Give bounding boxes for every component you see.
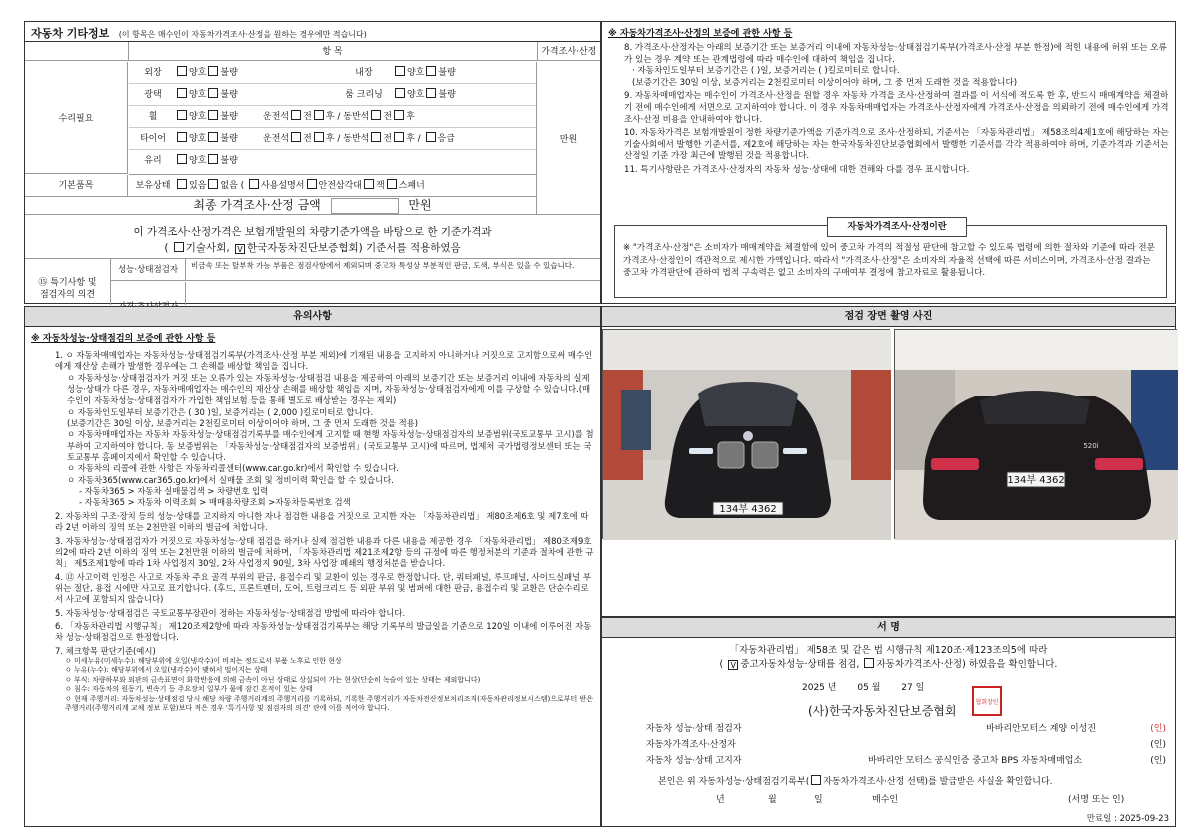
association-seal: 협회장인 xyxy=(972,686,1002,716)
divider xyxy=(536,62,537,214)
glass-good-checkbox[interactable] xyxy=(177,154,187,164)
repair-rows xyxy=(129,62,536,172)
row-exterior xyxy=(129,62,536,84)
price-row xyxy=(111,282,600,305)
good-label: 양호 xyxy=(407,90,425,100)
wheel-passenger-front-checkbox[interactable] xyxy=(371,110,381,120)
manual-checkbox[interactable] xyxy=(249,179,259,189)
front-photo xyxy=(602,329,890,539)
none-checkbox[interactable] xyxy=(208,179,218,189)
inspector-seal: (인) xyxy=(1150,724,1166,734)
interior-bad-checkbox[interactable] xyxy=(426,66,436,76)
rear-car-image xyxy=(895,330,1178,540)
clause-8: 8. 가격조사·산정자는 아래의 보증기간 또는 보증거리 이내에 자동차성능·상태점검기록부(가격조사·산정 부분 한정)에 적힌 내용에 허위 또는 오류가 있는 경우 계약 또는 관계법령에 따라 매수인에 대하여 책임을 집니다. xyxy=(624,43,1167,65)
tire-bad-checkbox[interactable] xyxy=(208,132,218,142)
room-clean-label: 룸 크리닝 xyxy=(345,90,383,100)
repair-label: 수리필요 xyxy=(58,114,94,124)
signature-panel xyxy=(601,617,1176,827)
basis-opt1-checkbox[interactable] xyxy=(174,242,184,252)
note-1-c: ㅇ 자동차인도일부터 보증기간은 ( 30 )일, 보증거리는 ( 2,000 )킬로미터로 합니다. xyxy=(67,406,374,417)
row-wheel: 휠 양호 불량 운전석 전 후 / 동반석 전 후 xyxy=(129,106,536,128)
final-price-input[interactable] xyxy=(331,198,399,214)
note-1-g: ㅇ 자동차365(www.car365.go.kr)에서 실매물 조회 및 정비이력 확인을 할 수 있습니다. xyxy=(67,474,394,485)
front-car-image xyxy=(603,330,891,540)
notes-list xyxy=(31,350,594,714)
emergency-label: 응급 xyxy=(437,134,455,144)
photos-header: 점검 장면 촬영 사진 xyxy=(602,307,1175,327)
signature-date xyxy=(802,680,924,693)
basis-line1: 이 가격조사·산정가격은 보험개발원의 차량기준가액을 바탕으로 한 기준가격과 xyxy=(133,226,492,238)
row-gloss xyxy=(129,84,536,106)
exterior-label: 외장 xyxy=(144,68,162,78)
possess-label: 보유상태 xyxy=(135,181,171,191)
bad-label: 불량 xyxy=(220,68,238,78)
gloss-bad-checkbox[interactable] xyxy=(208,88,218,98)
wheel-bad-checkbox[interactable] xyxy=(208,110,218,120)
final-price-line xyxy=(25,196,600,214)
basis-text xyxy=(25,224,600,256)
final-price-unit: 만원 xyxy=(408,198,432,212)
price-assessor-row-label: 자동차가격조사·산정자 xyxy=(646,740,736,750)
signer-row-inspector xyxy=(646,722,1166,738)
day-unit: 일 xyxy=(915,683,925,693)
buyer-year-unit: 년 xyxy=(716,795,725,805)
signature-header: 서 명 xyxy=(602,618,1175,638)
note-6: 6. 「자동차관리법 시행규칙」 제120조제2항에 따라 자동차성능·상태점검기록부는 해당 기록부의 발급일을 기준으로 120일 이내에 이루어진 자동차 성능·상태점검으로 한정합니다. xyxy=(55,620,592,643)
manual-label: 사용설명서 xyxy=(261,181,305,191)
note-1-f: ㅇ 자동차의 리콜에 관한 사항은 자동차리콜센터(www.car.go.kr)에서 확인할 수 있습니다. xyxy=(67,463,399,474)
have-label: 있음 xyxy=(189,181,207,191)
repair-label-cell xyxy=(25,62,128,174)
note-4: 4. ⑫ 사고이력 인정은 사고로 자동차 주요 골격 부위의 판금, 용접수리 및 교환이 있는 경우로 한정합니다. 단, 쿼터패널, 루프패널, 사이드실패널 부위는 절단, 용접 시에만 사고로 표기합니다. (후드, 프론트펜더, 도어, 트렁크리드 등 외판 부위 및 범퍼에 대한 판금, 용접수리 및 교환은 단순수리로서 사고에 포함되지 않습니다) xyxy=(55,571,591,605)
note-1-d: (보증기간은 30일 이상, 보증거리는 2천킬로미터 이상이어야 하며, 그 중 먼저 도래한 것을 적용) xyxy=(67,418,419,429)
clause-8-note: (보증기간은 30일 이상, 보증거리는 2천킬로미터 이상이어야 하며, 그 중 먼저 도래한 것을 적용합니다) xyxy=(632,77,1018,88)
note-1-a: 1. ㅇ 자동차매매업자는 자동차성능·상태점검기록부(가격조사·산정 부분 제외)에 기재된 내용을 고지하지 아니하거나 거짓으로 고지함으로써 매수인에게 재산상 손해가 발생한 경우에는 그 손해를 배상할 책임을 집니다. xyxy=(55,350,593,372)
signature-statement xyxy=(602,644,1175,672)
receipt-price-checkbox[interactable] xyxy=(811,775,821,785)
room-good-checkbox[interactable] xyxy=(395,88,405,98)
price-unit: 만원 xyxy=(559,134,578,145)
price-definition-text: ※ "가격조사·산정"은 소비자가 매매계약을 체결함에 있어 중고차 가격의 적절성 판단에 참고할 수 있도록 법령에 의한 절차와 기준에 따라 전문 가격조사·산정인이 객관적으로 제시한 가액입니다. 따라서 "가격조사·산정"은 소비자의 자율적 선택에 따른 서비스이며, 가격조사·산정 결과는 중고차 가격판단에 관하여 법적 구속력은 없고 소비자의 구매여부 결정에 참고자료로 활용됩니다. xyxy=(623,243,1155,278)
price-guarantee-panel xyxy=(601,21,1176,304)
jack-label: 잭 xyxy=(375,181,385,191)
special-label-1: ⑮ 특기사항 및 xyxy=(38,278,97,288)
note-7-b: ㅇ 누유(누수): 해당부위에서 오일(냉각수)이 맺혀서 떨어지는 상태 xyxy=(65,666,268,675)
buyer-sign: (서명 또는 인) xyxy=(1068,795,1125,805)
price-guarantee-content xyxy=(602,22,1175,181)
note-7-c: ㅇ 부식: 차량하부와 외판의 금속표면이 화학반응에 의해 금속이 아닌 상태로 상실되어 가는 현상(단순히 녹슬어 있는 상태는 제외합니다) xyxy=(65,675,481,684)
price-assessor-label xyxy=(111,282,186,305)
bad-label: 불량 xyxy=(220,134,238,144)
clause-9: 9. 자동차매매업자는 매수인이 가격조사·산정을 원할 경우 자동차 가격을 조사·산정하여 결과를 이 서식에 적도록 한 후, 반드시 매매계약을 체결하기 전에 매수인에게 서면으로 고지하여야 합니다. 이 경우 자동차매매업자는 가격조사·산정자에게 가격조사·산정을 의뢰하기 전에 매수인에게 가격조사·산정 비용을 안내하여야 합니다. xyxy=(624,91,1169,125)
triangle-label: 안전삼각대 xyxy=(318,181,362,191)
signature-line2b: 자동차가격조사·산정) 하였음을 확인합니다. xyxy=(876,659,1058,670)
clause-10: 10. 자동차가격은 보험개발원이 정한 차량기준가액을 기준가격으로 조사·산정하되, 기준서는 「자동차관리법」 제58조의4제1호에 해당하는 자는 기술사회에서 발행한 기준서를, 제2호에 해당하는 자는 한국자동차진단보증협회에서 발행한 기준서를 각각 적용하여야 하며, 기준가격과 기준서는 산정일 기준 가장 최근에 발행된 것을 적용합니다. xyxy=(624,128,1169,162)
expiry-date: 만료일 : 2025-09-23 xyxy=(1086,814,1169,824)
note-1-i: - 자동차365 > 자동차 이력조회 > 매매용차량조회 >자동차등록번호 검색 xyxy=(79,497,351,508)
performance-check-checkbox[interactable]: V xyxy=(728,660,738,670)
tire-driver-front-checkbox[interactable] xyxy=(291,132,301,142)
notifier-label: 자동차 성능·상태 고지자 xyxy=(646,756,742,766)
row-glass xyxy=(129,150,536,172)
row-tire: 타이어 양호 불량 운전석 전 후 / 동반석 전 후 / 응급 xyxy=(129,128,536,150)
basic-items-label: 기본품목 xyxy=(25,175,128,197)
passenger-label: 동반석 xyxy=(343,112,370,122)
basis-opt2-checkbox[interactable]: V xyxy=(235,244,245,254)
other-info-title-bar xyxy=(25,22,600,42)
wheel-driver-front-checkbox[interactable] xyxy=(291,110,301,120)
special-label-2: 점검자의 의견 xyxy=(39,290,96,300)
bad-label: 불량 xyxy=(220,90,238,100)
signer-rows xyxy=(646,722,1166,770)
month-unit: 월 xyxy=(871,683,881,693)
tire-driver-rear-checkbox[interactable] xyxy=(314,132,324,142)
rear-label: 후 xyxy=(325,134,335,144)
signature-line2: ( V 중고자동차성능·상태를 점검, 자동차가격조사·산정) 하였음을 확인합니다. xyxy=(719,659,1058,670)
inspector-name: 바바리안모터스 계양 이성진 xyxy=(986,724,1097,734)
rear-badge-text: 520i xyxy=(1083,442,1099,450)
interior-label: 내장 xyxy=(355,68,373,78)
passenger-label: 동반석 xyxy=(343,134,370,144)
rear-label: 후 xyxy=(406,134,415,144)
date-day: 27 xyxy=(901,683,913,693)
bad-label: 불량 xyxy=(438,68,456,78)
bad-label: 불량 xyxy=(438,90,456,100)
notifier-seal: (인) xyxy=(1150,756,1166,766)
spanner-label: 스패너 xyxy=(398,181,425,191)
spanner-checkbox[interactable] xyxy=(387,179,397,189)
tire-passenger-front-checkbox[interactable] xyxy=(371,132,381,142)
association-name: (사)한국자동차진단보증협회 xyxy=(808,704,957,718)
price-check-checkbox[interactable] xyxy=(864,658,874,668)
year-unit: 년 xyxy=(827,683,837,693)
receipt-b: 자동차가격조사·산정 선택)를 발급받은 사실을 확인합니다. xyxy=(823,777,1053,787)
bad-label: 불량 xyxy=(220,156,238,166)
exterior-good-checkbox[interactable] xyxy=(177,66,187,76)
clause-11: 11. 특기사항란은 가격조사·산정자의 자동차 성능·상태에 대한 견해와 다를 경우 표시합니다. xyxy=(624,164,970,175)
glass-label: 유리 xyxy=(144,156,162,166)
buyer-day-unit: 일 xyxy=(814,795,823,805)
basis-opt2: 한국자동차진단보증협회) 기준서를 적용하였음 xyxy=(247,242,461,254)
jack-checkbox[interactable] xyxy=(364,179,374,189)
price-guarantee-heading: ※ 자동차가격조사·산정의 보증에 관한 사항 등 xyxy=(608,29,793,39)
note-7: 7. 체크항목 판단기준(예시) xyxy=(55,645,156,656)
note-7-a: ㅇ 미세누유(미세누수): 해당부위에 오일(냉각수)이 비치는 정도로서 부품 노후로 인한 현상 xyxy=(65,656,342,665)
good-label: 양호 xyxy=(189,134,207,144)
good-label: 양호 xyxy=(189,68,207,78)
front-plate-text: 134부 4362 xyxy=(719,504,777,515)
perf-label: 성능·상태점검자 xyxy=(111,259,186,281)
front-label: 전 xyxy=(383,112,393,122)
gloss-good-checkbox[interactable] xyxy=(177,88,187,98)
signature-line2a: 중고자동차성능·상태를 점검, xyxy=(740,659,860,670)
note-7-d: ㅇ 침수: 자동차의 원동기, 변속기 등 주요장치 일부가 물에 잠긴 흔적이 있는 상태 xyxy=(65,685,313,694)
front-label: 전 xyxy=(303,134,312,144)
date-month: 05 xyxy=(857,683,869,693)
driver-label: 운전석 xyxy=(263,112,290,122)
gloss-label: 광택 xyxy=(144,90,162,100)
note-7-list xyxy=(55,657,594,714)
buyer-label: 매수인 xyxy=(872,795,899,805)
note-1-e: ㅇ 자동차매매업자는 자동차 자동차성능·상태점검기록부를 매수인에게 고지할 때 현행 자동차성능·상태점검자의 보증범위(국토교통부 고시)를 첨부하여 고지하여야 합니다. 동 보증범위는 「자동차성능·상태점검자의 보증범위」(국토교통부 고시)에 따르며, 법제처 국가법령정보센터 또는 국토교통부 홈페이지에서 확인할 수 있습니다. xyxy=(67,429,594,463)
price-definition-title: 자동차가격조사·산정이란 xyxy=(827,217,967,237)
note-7-e: ㅇ 현재 주행거리: 자동차성능·상태점검 당시 해당 차량 주행거리계의 주행거리를 기록하되, 기록한 주행거리가 자동차전산정보처리조직(자동차관리정보시스템)으로부터 받은 주행거리(주행거리계 교체 정보 포함)보다 적은 경우 '특기사항 및 점검자의 의견' 란에 이를 적어야 합니다. xyxy=(65,694,594,713)
note-2: 2. 자동차의 구조·장치 등의 성능·상태를 고지하지 아니한 자나 점검한 내용을 거짓으로 고지한 자는 「자동차관리법」 제80조제6호 및 제7호에 따라 2년 이하의 징역 또는 2천만원 이하의 벌금에 처합니다. xyxy=(55,510,589,533)
note-1-h: - 자동차365 > 자동차 실매물검색 > 차량번호 입력 xyxy=(79,486,269,497)
note-3: 3. 자동차성능·상태점검자가 거짓으로 자동차성능·상태 점검을 하거나 실제 점검한 내용과 다른 내용을 제공한 경우 「자동차관리법」 제80조제9호의2에 따라 2년 이하의 징역 또는 2천만원 이하의 벌금에 처하며, 「자동차관리법 제21조제2항 등의 규정에 따른 행정처분의 기준과 절차에 관한 규칙」 제5조제1항에 따라 1차 사업정지 30일, 2차 사업정지 90일, 3차 사업장 폐쇄의 행정처분을 받습니다. xyxy=(55,535,594,569)
other-info-note: (이 항목은 매수인이 자동차가격조사·산정을 원하는 경우에만 적습니다) xyxy=(118,30,367,39)
tire-passenger-rear-checkbox[interactable] xyxy=(394,132,404,142)
wheel-good-checkbox[interactable] xyxy=(177,110,187,120)
rear-label: 후 xyxy=(406,112,415,122)
buyer-month-unit: 월 xyxy=(768,795,777,805)
wheel-passenger-rear-checkbox[interactable] xyxy=(394,110,404,120)
other-info-title: 자동차 기타정보 xyxy=(31,27,110,40)
good-label: 양호 xyxy=(189,156,207,166)
receipt-line xyxy=(658,774,1053,787)
notes-heading: ※ 자동차성능·상태점검의 보증에 관한 사항 등 xyxy=(31,334,216,344)
tire-label: 타이어 xyxy=(139,134,167,144)
triangle-checkbox[interactable] xyxy=(307,179,317,189)
wheel-driver-rear-checkbox[interactable] xyxy=(314,110,324,120)
receipt-a: 본인은 위 자동차성능·상태점검기록부( xyxy=(658,777,810,787)
photos-panel xyxy=(601,306,1176,617)
col-price-header: 가격조사·산정 xyxy=(537,42,600,60)
notes-panel xyxy=(24,306,601,827)
none-label: 없음 xyxy=(220,181,238,191)
rear-label: 후 xyxy=(325,112,335,122)
final-price-label: 최종 가격조사·산정 금액 xyxy=(193,198,321,212)
note-1-b: ㅇ 자동차성능·상태점검자가 거짓 또는 오류가 있는 자동차성능·상태점검 내용을 제공하여 아래의 보증기간 또는 보증거리 이내에 자동차의 실제 성능·상태가 다른 경우, 자동차매매업자는 매수인의 재산상 손해를 배상할 책임을 지며, 자동차성능·상태점검자에게 이를 구상할 수 있습니다.(매수인이 자동차성능·상태점검자가 가입한 책임보험 등을 통해 별도로 배상받는 경우는 제외) xyxy=(67,372,591,406)
repair-table xyxy=(25,42,600,61)
price-assessor-seal: (인) xyxy=(1150,740,1166,750)
front-label: 전 xyxy=(383,134,393,144)
driver-label: 운전석 xyxy=(263,134,290,144)
date-year: 2025 xyxy=(802,683,825,693)
interior-good-checkbox[interactable] xyxy=(395,66,405,76)
price-unit-cell xyxy=(537,62,600,214)
bad-label: 불량 xyxy=(220,112,238,122)
exterior-bad-checkbox[interactable] xyxy=(208,66,218,76)
divider xyxy=(25,214,600,215)
good-label: 양호 xyxy=(407,68,425,78)
clause-8-period: · 자동차인도일부터 보증기간은 ( )일, 보증거리는 ( )킬로미터로 합니다. xyxy=(632,66,900,77)
basic-items-row: 기본품목 보유상태 있음 없음 ( 사용설명서 안전삼각대 잭 스패너 xyxy=(25,175,536,197)
signature-line1: 「자동차관리법」 제58조 및 같은 법 시행규칙 제120조·제123조의5에 따라 xyxy=(729,645,1048,656)
tire-emergency-checkbox[interactable] xyxy=(426,132,436,142)
price-definition-box xyxy=(614,222,1167,298)
signer-row-price xyxy=(646,738,1166,754)
room-bad-checkbox[interactable] xyxy=(426,88,436,98)
basis-line2: ( 기술사회, V 한국자동차진단보증협회) 기준서를 적용하였음 xyxy=(164,242,461,254)
front-label: 전 xyxy=(303,112,312,122)
good-label: 양호 xyxy=(189,90,207,100)
perf-text: 비금속 또는 탈부착 가능 부품은 점검사항에서 제외되며 중고차 특성상 부분적인 판금, 도색, 부식은 있을 수 있습니다. xyxy=(191,261,575,270)
notifier-name: 바바리안 모터스 공식인증 중고차 BPS 자동차매매업소 xyxy=(868,756,1083,766)
note-5: 5. 자동차성능·상태점검은 국토교통부장관이 정하는 자동차성능·상태점검 방법에 따라야 합니다. xyxy=(55,607,406,618)
special-label-cell xyxy=(25,259,111,305)
have-checkbox[interactable] xyxy=(177,179,187,189)
tire-good-checkbox[interactable] xyxy=(177,132,187,142)
col-item-header: 항 목 xyxy=(128,42,537,60)
glass-bad-checkbox[interactable] xyxy=(208,154,218,164)
perf-row xyxy=(111,259,600,281)
vehicle-other-info-panel xyxy=(24,21,601,304)
rear-photo xyxy=(894,329,1177,539)
good-label: 양호 xyxy=(189,112,207,122)
wheel-label: 휠 xyxy=(148,112,158,122)
notes-header: 유의사항 xyxy=(25,307,600,327)
notes-content xyxy=(25,327,600,718)
rear-plate-text: 134부 4362 xyxy=(1007,475,1065,486)
inspector-label: 자동차 성능·상태 점검자 xyxy=(646,724,742,734)
basis-opt1: 기술사회, xyxy=(185,242,230,254)
signer-row-notifier xyxy=(646,754,1166,770)
